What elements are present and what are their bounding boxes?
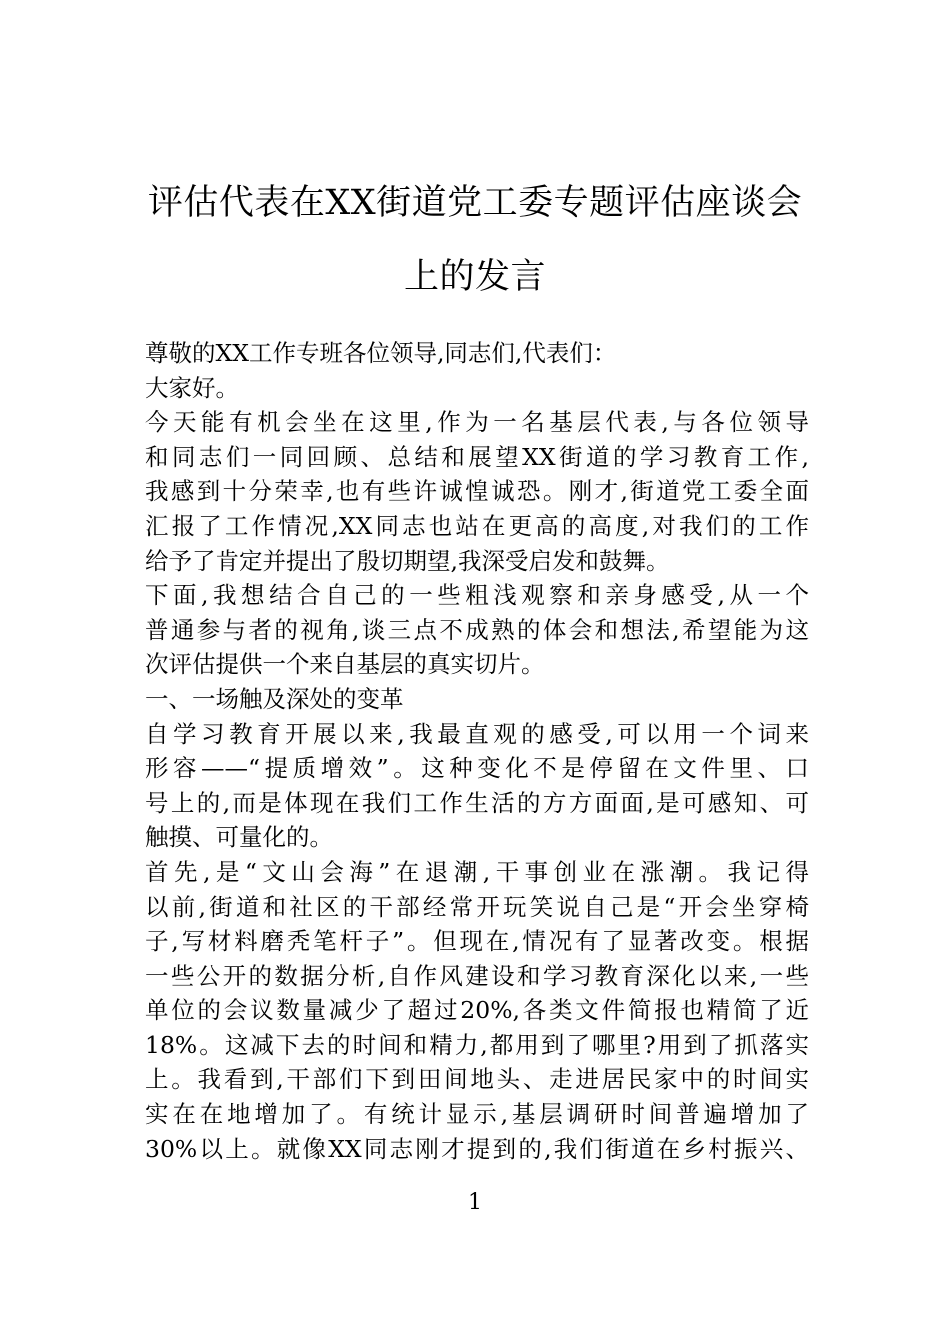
paragraph-first-point	[145, 855, 809, 890]
paragraph-outline-cont	[145, 613, 809, 682]
paragraph-line: 实在在地增加了。有统计显示,基层调研时间普遍增加了	[145, 1100, 809, 1129]
paragraph-line: 下面,我想结合自己的一些粗浅观察和亲身感受,从一个	[145, 581, 809, 610]
paragraph-line: 一些公开的数据分析,自作风建设和学习教育深化以来,一些	[145, 961, 809, 990]
paragraph-first-point-cont	[145, 890, 809, 1167]
salutation	[145, 336, 809, 371]
paragraph-line: 30%以上。就像XX同志刚才提到的,我们街道在乡村振兴、	[145, 1134, 809, 1163]
paragraph-line: 我感到十分荣幸,也有些许诚惶诚恐。刚才,街道党工委全面	[145, 477, 809, 506]
greeting	[145, 371, 809, 406]
paragraph-line: 18%。这减下去的时间和精力,都用到了哪里?用到了抓落实	[145, 1030, 809, 1059]
paragraph-line: 触摸、可量化的。	[145, 823, 333, 852]
paragraph-intro-cont	[145, 440, 809, 578]
paragraph-line: 以前,街道和社区的干部经常开玩笑说自己是“开会坐穿椅	[145, 892, 809, 921]
title-line-1: 评估代表在XX街道党工委专题评估座谈会	[147, 183, 803, 223]
greeting-line: 大家好。	[145, 373, 239, 402]
document-body	[145, 336, 809, 1166]
paragraph-line: 普通参与者的视角,谈三点不成熟的体会和想法,希望能为这	[145, 615, 809, 644]
salutation-line: 尊敬的XX工作专班各位领导,同志们,代表们：	[145, 339, 617, 367]
paragraph-line: 自学习教育开展以来,我最直观的感受,可以用一个词来	[145, 719, 809, 748]
page-number: 1	[468, 1190, 482, 1215]
paragraph-line: 首先,是“文山会海”在退潮,干事创业在涨潮。我记得	[145, 857, 809, 886]
title-line-2: 上的发言	[403, 257, 546, 297]
paragraph-outline	[145, 578, 809, 613]
paragraph-line: 和同志们一同回顾、总结和展望XX街道的学习教育工作,	[145, 442, 809, 471]
section-heading-line: 一、一场触及深处的变革	[145, 684, 404, 713]
paragraph-line: 给予了肯定并提出了殷切期望,我深受启发和鼓舞。	[145, 546, 670, 575]
paragraph-impression-cont	[145, 751, 809, 855]
document-title	[120, 166, 830, 314]
paragraph-impression	[145, 717, 809, 752]
paragraph-line: 形容——“提质增效”。这种变化不是停留在文件里、口	[145, 754, 809, 783]
paragraph-line: 子,写材料磨秃笔杆子”。但现在,情况有了显著改变。根据	[145, 927, 809, 956]
section-heading-1	[145, 682, 809, 717]
paragraph-line: 号上的,而是体现在我们工作生活的方方面面,是可感知、可	[145, 788, 809, 817]
paragraph-line: 单位的会议数量减少了超过20%,各类文件简报也精简了近	[145, 996, 809, 1025]
paragraph-line: 汇报了工作情况,XX同志也站在更高的高度,对我们的工作	[145, 511, 809, 540]
paragraph-line: 今天能有机会坐在这里,作为一名基层代表,与各位领导	[145, 408, 809, 437]
paragraph-intro	[145, 405, 809, 440]
paragraph-line: 上。我看到,干部们下到田间地头、走进居民家中的时间实	[145, 1065, 809, 1094]
paragraph-line: 次评估提供一个来自基层的真实切片。	[145, 650, 545, 679]
